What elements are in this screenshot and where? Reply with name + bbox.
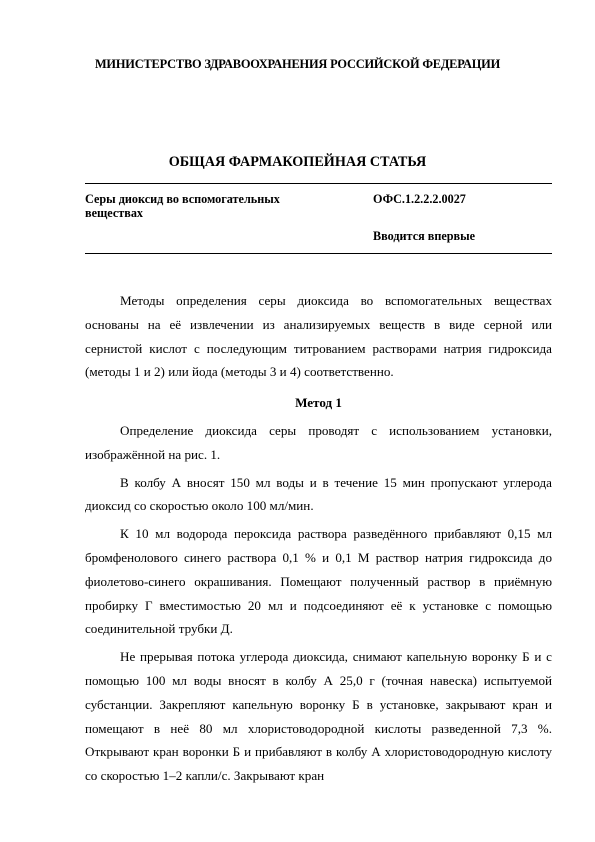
article-code: ОФС.1.2.2.2.0027: [373, 192, 466, 206]
article-status: Вводится впервые: [373, 229, 476, 243]
body-paragraph: В колбу А вносят 150 мл воды и в течение 15 мин пропускают углерода диоксид со скоростью около 100 мл/мин.: [85, 474, 552, 514]
body-paragraph: К 10 мл водорода пероксида раствора разведённого прибавляют 0,15 мл бромфенолового синего раствора 0,1 % и 0,1 М раствор натрия гидроксида до фиолетово-синего окрашивания. Помещают полученный раствор в приёмную пробирку Г вместимостью 20 мл и подсоединяют её к установке с помощью соединительной трубки Д.: [85, 526, 552, 637]
article-subject: Серы диоксид во вспомогательных веществах: [85, 192, 280, 220]
body-paragraph: Не прерывая потока углерода диоксида, снимают капельную воронку Б и с помощью 100 мл воды вносят в колбу А 25,0 г (точная навеска) испытуемой субстанции. Закрепляют капельную воронку Б в установке, закрывают кран и помещают в неё 80 мл хлористоводородной кислоты разведенной 7,3 %. Открывают кран воронки Б и прибавляют в колбу А хлористоводородную кислоту со скоростью 1–2 капли/с. Закрывают кран: [85, 649, 552, 784]
top-divider: [85, 183, 552, 184]
document-title: ОБЩАЯ ФАРМАКОПЕЙНАЯ СТАТЬЯ: [168, 154, 427, 170]
method-heading: Метод 1: [295, 395, 342, 411]
intro-paragraph: Методы определения серы диоксида во вспомогательных веществах основаны на её извлечении из анализируемых веществ в виде серной или сернистой кислот с последующим титрованием растворами натрия гидроксида (методы 1 и 2) или йода (методы 3 и 4) соответственно.: [85, 293, 552, 380]
article-body: [85, 289, 552, 788]
body-paragraph: Определение диоксида серы проводят с использованием установки, изображённой на рис. 1.: [85, 422, 552, 462]
ministry-header: МИНИСТЕРСТВО ЗДРАВООХРАНЕНИЯ РОССИЙСКОЙ ФЕДЕРАЦИИ: [94, 57, 501, 71]
bottom-divider: [85, 253, 552, 254]
